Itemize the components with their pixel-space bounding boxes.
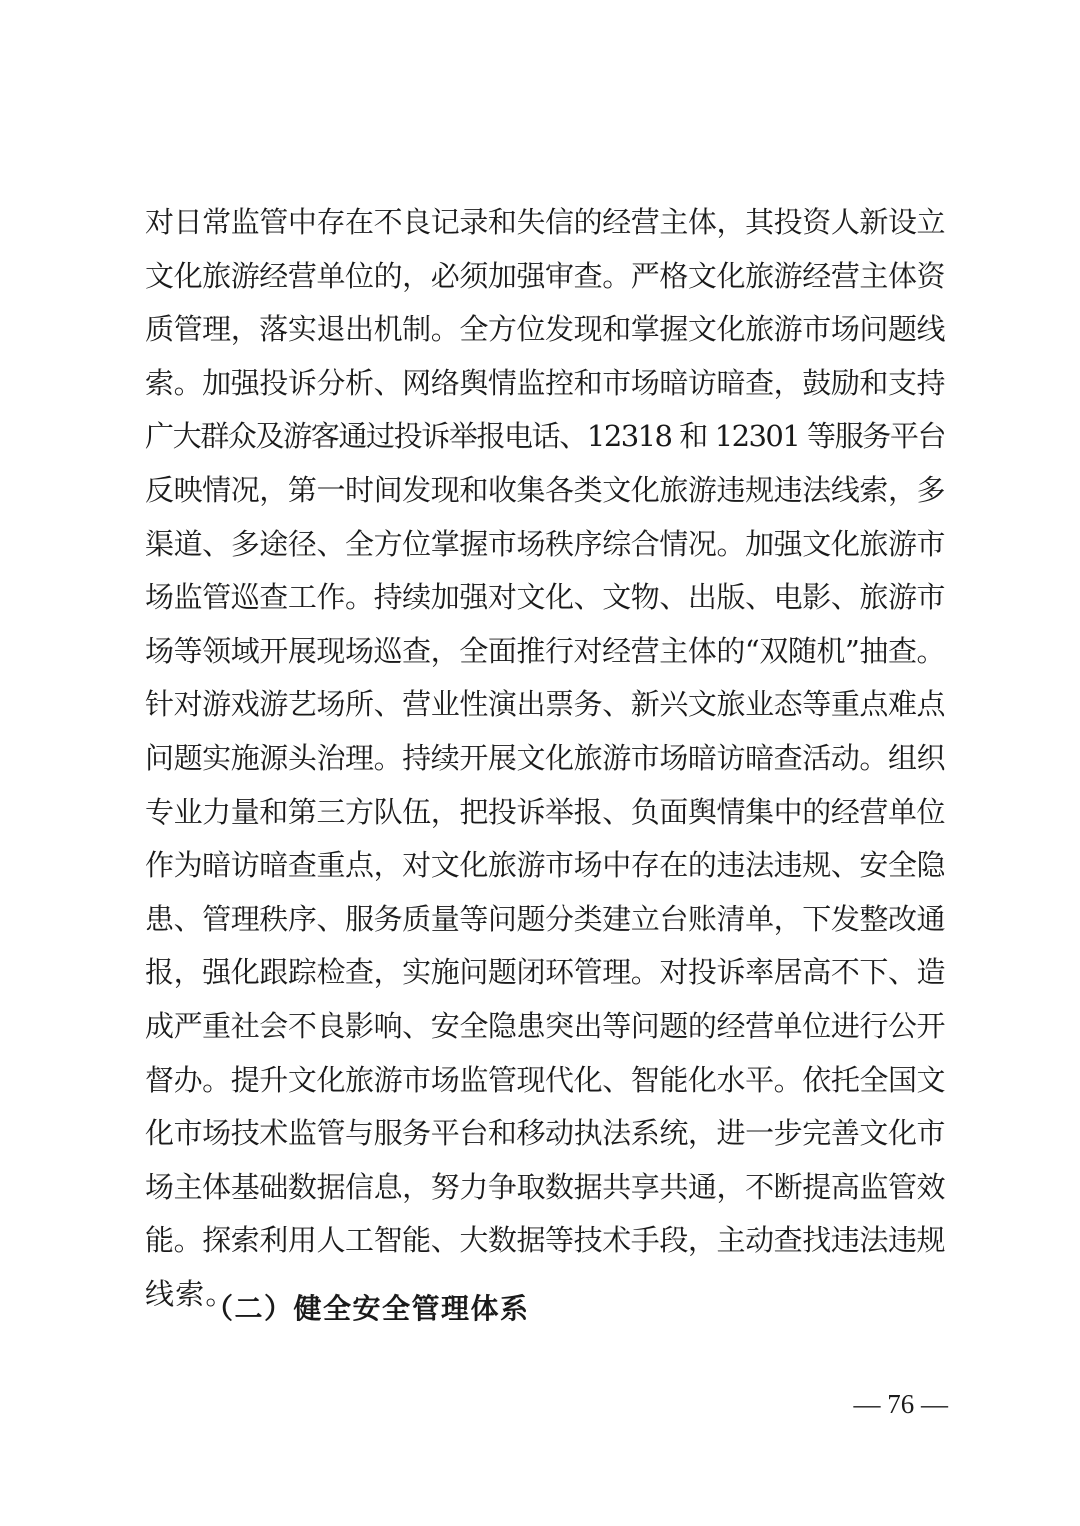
text-line: 化市场技术监管与服务平台和移动执法系统，进一步完善文化市 <box>145 1116 945 1151</box>
text-line: 线索。 <box>145 1276 236 1311</box>
body-paragraph <box>145 196 945 1321</box>
text-line: 对日常监管中存在不良记录和失信的经营主体，其投资人新设立 <box>145 205 945 239</box>
text-line: 场等领域开展现场巡查，全面推行对经营主体的“双随机”抽查。 <box>145 633 945 668</box>
text-line: 成严重社会不良影响、安全隐患突出等问题的经营单位进行公开 <box>145 1008 945 1043</box>
section-heading: （二）健全安全管理体系 <box>205 1292 530 1325</box>
text-line: 场监管巡查工作。持续加强对文化、文物、出版、电影、旅游市 <box>145 580 945 615</box>
text-line: 文化旅游经营单位的，必须加强审查。严格文化旅游经营主体资 <box>145 258 945 293</box>
text-line: 针对游戏游艺场所、营业性演出票务、新兴文旅业态等重点难点 <box>145 687 945 722</box>
text-line: 索。加强投诉分析、网络舆情监控和市场暗访暗查，鼓励和支持 <box>145 365 945 400</box>
text-line: 广大群众及游客通过投诉举报电话、12318 和 12301 等服务平台 <box>145 419 945 454</box>
page-number: — 76 — <box>853 1389 948 1419</box>
text-line: 场主体基础数据信息，努力争取数据共享共通，不断提高监管效 <box>145 1169 945 1204</box>
text-line: 作为暗访暗查重点，对文化旅游市场中存在的违法违规、安全隐 <box>145 848 945 883</box>
text-line: 患、管理秩序、服务质量等问题分类建立台账清单，下发整改通 <box>145 901 945 936</box>
text-line: 反映情况，第一时间发现和收集各类文化旅游违规违法线索，多 <box>145 472 945 507</box>
text-line: 专业力量和第三方队伍，把投诉举报、负面舆情集中的经营单位 <box>145 794 945 829</box>
text-line: 渠道、多途径、全方位掌握市场秩序综合情况。加强文化旅游市 <box>145 526 945 561</box>
text-line: 问题实施源头治理。持续开展文化旅游市场暗访暗查活动。组织 <box>145 740 945 775</box>
text-line: 质管理，落实退出机制。全方位发现和掌握文化旅游市场问题线 <box>145 312 945 347</box>
text-line: 能。探索利用人工智能、大数据等技术手段，主动查找违法违规 <box>145 1223 945 1258</box>
text-line: 督办。提升文化旅游市场监管现代化、智能化水平。依托全国文 <box>145 1062 945 1097</box>
text-line: 报，强化跟踪检查，实施问题闭环管理。对投诉率居高不下、造 <box>145 955 945 990</box>
